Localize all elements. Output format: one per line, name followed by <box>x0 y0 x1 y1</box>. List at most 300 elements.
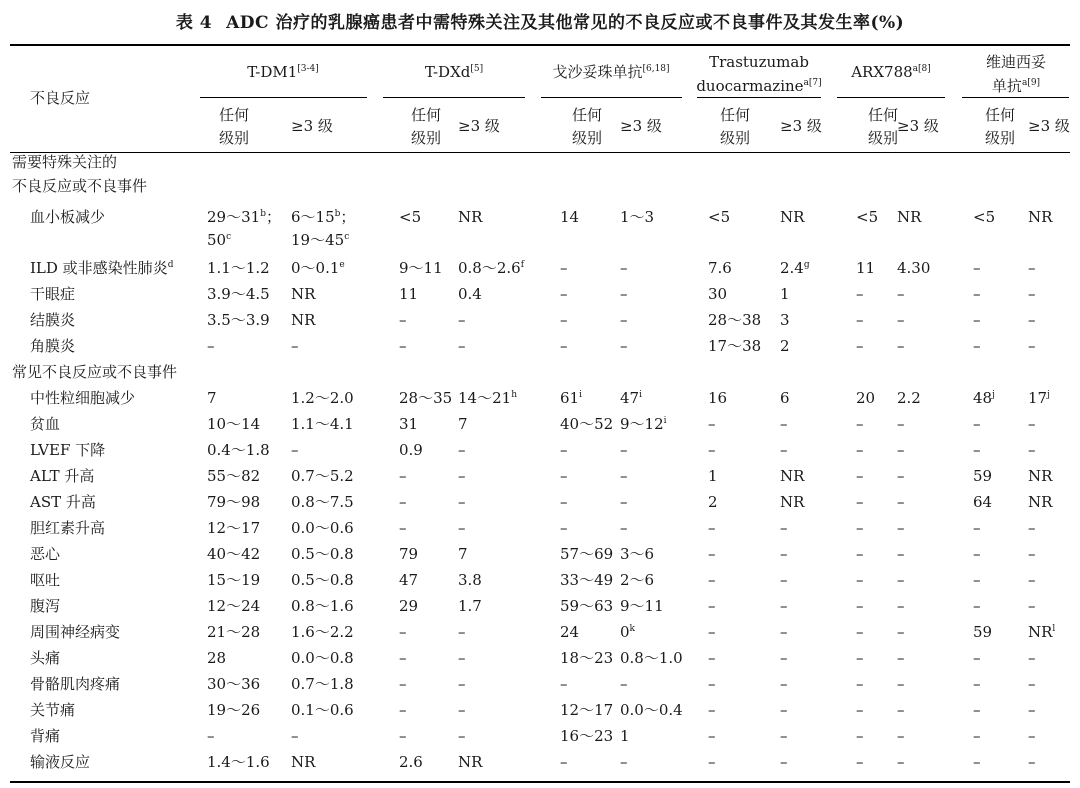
sub-header-any-grade-l1: 任何 <box>720 106 751 124</box>
table-cell: 4.30 <box>897 259 931 277</box>
section-title-special-l2: 不良反应或不良事件 <box>12 177 148 195</box>
table-cell: – <box>1028 571 1036 589</box>
table-cell: 21～28 <box>207 623 261 641</box>
table-cell: – <box>897 649 905 667</box>
table-cell: – <box>1028 701 1036 719</box>
row-label: 头痛 <box>30 649 61 667</box>
table-cell: 0.0～0.8 <box>291 649 354 667</box>
table-cell: – <box>458 311 466 329</box>
table-cell: – <box>1028 259 1036 277</box>
table-cell: 10～14 <box>207 415 261 433</box>
table-cell: – <box>780 727 788 745</box>
table-cell: – <box>620 493 628 511</box>
table-cell: 19～26 <box>207 701 261 719</box>
table-cell: – <box>399 649 407 667</box>
table-cell: – <box>856 519 864 537</box>
table-cell: 64 <box>973 493 993 511</box>
table-cell: – <box>973 311 981 329</box>
table-cell: – <box>458 441 466 459</box>
table-cell: – <box>708 753 716 771</box>
table-cell: – <box>1028 415 1036 433</box>
table-cell: – <box>458 493 466 511</box>
table-number: 表 4 <box>175 13 213 33</box>
sub-header-grade3: ≥3 级 <box>780 117 822 135</box>
sub-header-grade3: ≥3 级 <box>291 117 333 135</box>
table-cell: 17$^j$ <box>1028 389 1050 407</box>
table-cell: 3.8 <box>458 571 482 589</box>
table-cell: 0.7～5.2 <box>291 467 354 485</box>
table-cell: – <box>207 337 215 355</box>
drug-header-trastuzumab-duocarmazine: Trastuzumab <box>709 53 809 71</box>
table-cell: 59 <box>973 467 993 485</box>
table-cell: – <box>973 441 981 459</box>
sub-header-any-grade-l1: 任何 <box>411 106 442 124</box>
table-cell: 0.5～0.8 <box>291 545 354 563</box>
table-cell: NR <box>1028 208 1053 226</box>
table-cell: 7 <box>207 389 217 407</box>
row-label: 周围神经病变 <box>30 623 121 641</box>
table-cell: 57～69 <box>560 545 614 563</box>
table-cell: – <box>620 337 628 355</box>
table-cell: 79～98 <box>207 493 261 511</box>
sub-header-any-grade-l1: 任何 <box>572 106 603 124</box>
table-cell: 2 <box>780 337 790 355</box>
table-cell: <5 <box>708 208 731 226</box>
table-cell: 1.2～2.0 <box>291 389 354 407</box>
table-cell: 2～6 <box>620 571 655 589</box>
table-cell: – <box>973 649 981 667</box>
row-label: 贫血 <box>30 415 61 433</box>
table-cell: – <box>780 701 788 719</box>
table-cell: – <box>399 727 407 745</box>
table-cell: – <box>708 701 716 719</box>
table-cell: 9～11 <box>620 597 664 615</box>
table-cell: – <box>973 545 981 563</box>
table-cell: 2 <box>708 493 718 511</box>
table-cell: – <box>856 675 864 693</box>
table-cell: NR <box>1028 467 1053 485</box>
table-cell: – <box>1028 311 1036 329</box>
drug-header-disitamab: 维迪西妥 <box>985 53 1047 71</box>
row-label: 腹泻 <box>30 597 61 615</box>
table-cell: – <box>897 571 905 589</box>
drug-header-tdxd: T-DXd[5] <box>424 63 484 81</box>
table-cell: – <box>856 493 864 511</box>
table-cell: $NR^l$ <box>1028 623 1056 641</box>
table-cell: – <box>560 259 568 277</box>
row-label: 骨骼肌肉疼痛 <box>30 675 121 693</box>
table-cell: – <box>708 441 716 459</box>
row-header-label: 不良反应 <box>30 89 91 107</box>
table-cell: – <box>856 753 864 771</box>
table-cell: – <box>856 545 864 563</box>
drug-header-trastuzumab-duocarmazine-line2: duocarmazine$^{a[7]}$ <box>696 77 822 95</box>
table-cell: – <box>399 623 407 641</box>
sub-header-grade3: ≥3 级 <box>458 117 500 135</box>
table-cell: – <box>560 311 568 329</box>
drug-header-tdm1: T-DM1[3-4] <box>247 63 319 81</box>
row-label: 背痛 <box>30 727 61 745</box>
table-cell: 2.4$^g$ <box>780 259 810 277</box>
table-cell: – <box>1028 649 1036 667</box>
table-cell: – <box>856 571 864 589</box>
row-label: 干眼症 <box>30 285 76 303</box>
table-cell: – <box>458 623 466 641</box>
table-cell: 17～38 <box>708 337 762 355</box>
table-cell: 3～6 <box>620 545 655 563</box>
drug-underline <box>541 97 682 98</box>
sub-header-grade3: ≥3 级 <box>897 117 939 135</box>
table-cell: 9～12$^i$ <box>620 415 667 433</box>
table-cell-continued: 50$^c$ <box>207 231 232 249</box>
table-cell: NR <box>780 493 805 511</box>
table-cell: 1.7 <box>458 597 482 615</box>
table-cell: – <box>973 519 981 537</box>
table-cell: NR <box>780 467 805 485</box>
table-cell: – <box>708 545 716 563</box>
table-cell: 12～17 <box>560 701 614 719</box>
drug-underline <box>200 97 367 98</box>
table-cell: – <box>708 571 716 589</box>
table-cell: – <box>1028 441 1036 459</box>
table-cell: – <box>708 649 716 667</box>
table-cell: – <box>973 727 981 745</box>
table-cell: 0.0～0.4 <box>620 701 683 719</box>
table-cell: <5 <box>856 208 879 226</box>
table-cell: – <box>560 337 568 355</box>
table-cell: – <box>780 519 788 537</box>
table-cell: – <box>780 545 788 563</box>
table-cell: – <box>856 701 864 719</box>
table-cell: – <box>458 727 466 745</box>
row-label: 恶心 <box>30 545 61 563</box>
table-cell: – <box>897 311 905 329</box>
table-cell: – <box>897 675 905 693</box>
table-cell: 2.2 <box>897 389 921 407</box>
table-cell: 1.4～1.6 <box>207 753 270 771</box>
table-cell: – <box>856 337 864 355</box>
table-cell: – <box>856 467 864 485</box>
table-caption <box>0 8 1080 33</box>
table-cell: – <box>708 623 716 641</box>
table-cell: – <box>399 311 407 329</box>
bottom-rule <box>10 781 1070 783</box>
table-cell: – <box>856 727 864 745</box>
table-cell: 15～19 <box>207 571 261 589</box>
table-cell: – <box>780 753 788 771</box>
table-cell: <5 <box>973 208 996 226</box>
table-cell: – <box>620 753 628 771</box>
sub-header-any-grade-l1: 任何 <box>219 106 250 124</box>
table-cell: 12～24 <box>207 597 261 615</box>
row-label: 血小板减少 <box>30 208 106 226</box>
table-cell: 0.8～2.6$^f$ <box>458 259 525 277</box>
table-cell: – <box>399 701 407 719</box>
table-cell: 7 <box>458 415 468 433</box>
table-cell: – <box>458 649 466 667</box>
table-cell: 0.8～7.5 <box>291 493 354 511</box>
table-cell: 61$^i$ <box>560 389 582 407</box>
table-cell: 47$^i$ <box>620 389 642 407</box>
sub-header-any-grade-l2: 级别 <box>985 129 1016 147</box>
table-cell: – <box>708 415 716 433</box>
table-cell: 7.6 <box>708 259 732 277</box>
section-title-special: 需要特殊关注的 <box>12 153 118 171</box>
table-cell: – <box>399 467 407 485</box>
table-cell: 16～23 <box>560 727 614 745</box>
table-cell: 1.1～4.1 <box>291 415 354 433</box>
sub-header-any-grade-l2: 级别 <box>720 129 751 147</box>
table-cell: 0.7～1.8 <box>291 675 354 693</box>
table-cell: 14～21$^h$ <box>458 389 517 407</box>
table-cell: – <box>897 753 905 771</box>
table-cell: – <box>973 597 981 615</box>
table-title: ADC 治疗的乳腺癌患者中需特殊关注及其他常见的不良反应或不良事件及其发生率(%) <box>226 13 905 33</box>
table-cell: – <box>973 675 981 693</box>
table-cell: – <box>560 519 568 537</box>
table-cell: – <box>458 337 466 355</box>
row-label: ILD 或非感染性肺炎$^d$ <box>30 259 174 277</box>
table-cell: 0.4～1.8 <box>207 441 270 459</box>
sub-header-any-grade-l2: 级别 <box>219 129 250 147</box>
table-cell: – <box>973 701 981 719</box>
table-cell: – <box>1028 753 1036 771</box>
table-cell: – <box>780 623 788 641</box>
table-cell: 1.6～2.2 <box>291 623 354 641</box>
table-cell: – <box>780 597 788 615</box>
table-cell: – <box>1028 597 1036 615</box>
table-cell: – <box>780 441 788 459</box>
table-cell: – <box>560 467 568 485</box>
row-label: 中性粒细胞减少 <box>30 389 136 407</box>
table-cell: – <box>1028 727 1036 745</box>
table-cell: – <box>856 623 864 641</box>
table-cell: 12～17 <box>207 519 261 537</box>
row-label: 胆红素升高 <box>30 519 106 537</box>
table-cell: 6 <box>780 389 790 407</box>
table-cell: – <box>458 675 466 693</box>
table-cell: – <box>1028 285 1036 303</box>
table-cell: – <box>897 701 905 719</box>
table-cell: – <box>620 311 628 329</box>
table-cell: – <box>973 753 981 771</box>
table-cell: – <box>620 441 628 459</box>
table-cell: 1～3 <box>620 208 655 226</box>
table-cell: 1 <box>620 727 630 745</box>
table-cell: – <box>708 727 716 745</box>
table-cell: – <box>291 337 299 355</box>
table-cell: – <box>399 337 407 355</box>
table-cell: – <box>973 415 981 433</box>
table-cell: – <box>780 571 788 589</box>
table-cell: – <box>1028 545 1036 563</box>
table-cell: – <box>399 519 407 537</box>
table-cell: 14 <box>560 208 580 226</box>
table-cell: NR <box>291 753 316 771</box>
table-cell: 0.5～0.8 <box>291 571 354 589</box>
table-cell: 29 <box>399 597 419 615</box>
table-cell: 0～0.1e <box>291 259 345 277</box>
table-cell: 29～31$^b$； <box>207 208 281 226</box>
table-cell: – <box>973 337 981 355</box>
row-label: 输液反应 <box>30 753 91 771</box>
sub-header-any-grade-l1: 任何 <box>985 106 1016 124</box>
table-cell: – <box>1028 675 1036 693</box>
table-cell: 55～82 <box>207 467 261 485</box>
table-cell: – <box>780 649 788 667</box>
table-cell: 3 <box>780 311 790 329</box>
table-cell: – <box>973 285 981 303</box>
table-cell: – <box>856 311 864 329</box>
table-cell: – <box>856 441 864 459</box>
table-cell: – <box>560 753 568 771</box>
row-label: AST 升高 <box>30 493 96 511</box>
table-cell: – <box>708 675 716 693</box>
table-cell: 0.8～1.6 <box>291 597 354 615</box>
table-cell: – <box>458 519 466 537</box>
table-cell: – <box>620 285 628 303</box>
table-cell: 24 <box>560 623 580 641</box>
table-cell: – <box>897 493 905 511</box>
section-title-common: 常见不良反应或不良事件 <box>12 363 178 381</box>
table-cell: – <box>560 493 568 511</box>
table-cell: 0.4 <box>458 285 482 303</box>
table-cell: – <box>560 441 568 459</box>
table-cell: – <box>399 675 407 693</box>
table-cell: 11 <box>399 285 419 303</box>
row-label: ALT 升高 <box>30 467 95 485</box>
table-cell: – <box>1028 337 1036 355</box>
table-cell: – <box>620 467 628 485</box>
table-cell: 0.9 <box>399 441 423 459</box>
table-cell: NR <box>1028 493 1053 511</box>
sub-header-grade3: ≥3 级 <box>620 117 662 135</box>
table-cell: – <box>560 675 568 693</box>
table-cell: – <box>708 519 716 537</box>
table-cell: – <box>291 727 299 745</box>
table-cell: – <box>897 597 905 615</box>
table-cell: 11 <box>856 259 876 277</box>
table-cell: – <box>207 727 215 745</box>
table-cell: 20 <box>856 389 876 407</box>
table-cell: 28 <box>207 649 227 667</box>
drug-header-disitamab-line2: 单抗$^{a[9]}$ <box>991 77 1041 95</box>
sub-header-any-grade-l2: 级别 <box>868 129 899 147</box>
table-cell: – <box>708 597 716 615</box>
table-cell: – <box>897 415 905 433</box>
table-cell: 59 <box>973 623 993 641</box>
table-cell: – <box>856 597 864 615</box>
table-cell: – <box>458 701 466 719</box>
row-label: 呕吐 <box>30 571 61 589</box>
sub-header-any-grade-l2: 级别 <box>572 129 603 147</box>
table-cell: 31 <box>399 415 419 433</box>
table-cell: 28～38 <box>708 311 762 329</box>
table-cell-continued: 19～45$^c$ <box>291 231 350 249</box>
row-label: 结膜炎 <box>30 311 76 329</box>
drug-underline <box>383 97 525 98</box>
row-label: 关节痛 <box>30 701 76 719</box>
table-cell: – <box>897 623 905 641</box>
table-cell: 40～52 <box>560 415 614 433</box>
table-cell: 18～23 <box>560 649 614 667</box>
table-cell: – <box>897 467 905 485</box>
table-cell: 16 <box>708 389 728 407</box>
table-cell: 6～15$^b$； <box>291 208 356 226</box>
table-cell: – <box>856 649 864 667</box>
table-cell: – <box>620 519 628 537</box>
row-label: 角膜炎 <box>30 337 76 355</box>
drug-header-arx788: $ARX788^{a[8]}$ <box>851 63 931 81</box>
table-cell: – <box>291 441 299 459</box>
table-cell: 2.6 <box>399 753 423 771</box>
drug-underline <box>837 97 945 98</box>
table-cell: 40～42 <box>207 545 261 563</box>
table-cell: 28～35 <box>399 389 453 407</box>
table-cell: 0.0～0.6 <box>291 519 354 537</box>
table-cell: 3.5～3.9 <box>207 311 270 329</box>
table-cell: 59～63 <box>560 597 614 615</box>
table-cell: 1 <box>708 467 718 485</box>
table-cell: NR <box>458 753 483 771</box>
table-cell: 79 <box>399 545 419 563</box>
table-cell: 0$^k$ <box>620 623 636 641</box>
drug-header-sacituzumab: 戈沙妥珠单抗[6,18] <box>552 63 670 81</box>
table-cell: NR <box>458 208 483 226</box>
table-cell: – <box>780 415 788 433</box>
table-cell: – <box>856 285 864 303</box>
table-cell: – <box>458 467 466 485</box>
header-rule <box>10 152 1070 153</box>
table-cell: NR <box>291 311 316 329</box>
table-cell: 7 <box>458 545 468 563</box>
table-cell: 0.8～1.0 <box>620 649 683 667</box>
table-cell: – <box>856 415 864 433</box>
sub-header-any-grade-l1: 任何 <box>868 106 899 124</box>
table-cell: – <box>897 337 905 355</box>
table-cell: 3.9～4.5 <box>207 285 270 303</box>
table-cell: – <box>560 285 568 303</box>
table-cell: – <box>897 441 905 459</box>
table-cell: NR <box>897 208 922 226</box>
table-cell: 30 <box>708 285 728 303</box>
table-cell: – <box>897 285 905 303</box>
sub-header-grade3: ≥3 级 <box>1028 117 1070 135</box>
sub-header-any-grade-l2: 级别 <box>411 129 442 147</box>
table-cell: – <box>897 545 905 563</box>
table-cell: – <box>973 571 981 589</box>
table-cell: – <box>897 727 905 745</box>
top-rule <box>10 44 1070 46</box>
table-cell: 48$^j$ <box>973 389 995 407</box>
table-cell: – <box>973 259 981 277</box>
table-cell: – <box>399 493 407 511</box>
table-cell: 47 <box>399 571 419 589</box>
table-cell: – <box>620 675 628 693</box>
table-cell: – <box>620 259 628 277</box>
table-cell: – <box>780 675 788 693</box>
table-cell: 0.1～0.6 <box>291 701 354 719</box>
table-cell: 1 <box>780 285 790 303</box>
table-cell: NR <box>291 285 316 303</box>
table-cell: 33～49 <box>560 571 614 589</box>
table-cell: 1.1～1.2 <box>207 259 270 277</box>
table-cell: <5 <box>399 208 422 226</box>
table-cell: NR <box>780 208 805 226</box>
table-cell: 30～36 <box>207 675 261 693</box>
table-cell: – <box>897 519 905 537</box>
row-label: LVEF 下降 <box>30 441 106 459</box>
